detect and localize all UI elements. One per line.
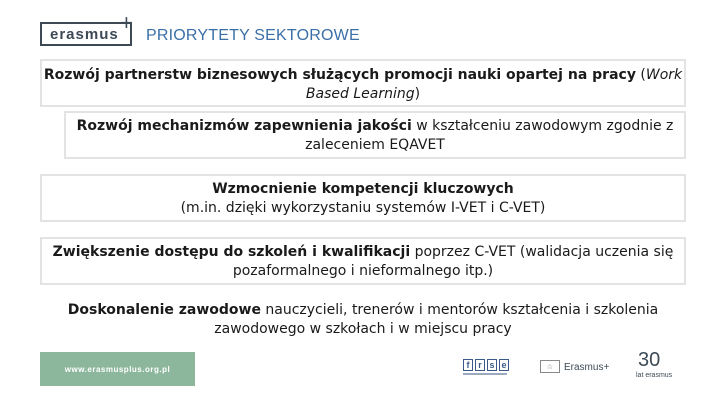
priority-box-4 [40, 237, 686, 285]
priority-4-bold: Zwiększenie dostępu do szkoleń i kwalifikacji [52, 244, 411, 260]
priority-3-normal: (m.in. dzięki wykorzystaniu systemów I-VET i C-VET) [180, 200, 546, 216]
priority-5-normal: nauczycieli, trenerów i mentorów kształcenia i szkolenia zawodowego w szkołach i w miejscu pracy [214, 302, 659, 337]
frse-letter: s [487, 359, 497, 371]
priority-box-5 [40, 300, 686, 348]
priority-box-3 [40, 174, 686, 222]
priority-1-bold: Rozwój partnerstw biznesowych służących promocji nauki opartej na pracy [43, 67, 636, 83]
anniversary-number: 30 [638, 349, 661, 371]
priority-3-bold: Wzmocnienie kompetencji kluczowych [212, 181, 514, 197]
priority-2-normal: w kształceniu zawodowym zgodnie z zaleceniem EQAVET [305, 118, 674, 153]
priority-1-tail: ) [414, 86, 421, 102]
priority-4-normal: poprzez C-VET (walidacja uczenia się pozaformalnego i nieformalnego itp.) [232, 244, 674, 279]
priority-5-bold: Doskonalenie zawodowe [67, 302, 261, 318]
frse-letter: e [499, 359, 509, 371]
anniversary-text: lat erasmus [636, 372, 673, 379]
footer-url-link[interactable]: www.erasmusplus.org.pl [40, 352, 195, 386]
frse-letter: f [463, 359, 473, 371]
erasmus-logo [40, 22, 132, 46]
priority-box-2 [64, 111, 686, 159]
erasmus-plus-logo: Erasmus+ [564, 362, 610, 373]
frse-letter: r [475, 359, 485, 371]
frse-underline [463, 373, 507, 375]
priority-box-1 [40, 59, 686, 107]
priority-2-bold: Rozwój mechanizmów zapewnienia jakości [76, 118, 412, 134]
frse-logo [463, 359, 509, 371]
priority-1-normal: ( [635, 67, 646, 83]
page-title: PRIORYTETY SEKTOROWE [146, 27, 360, 44]
eu-flag-icon: ☆ [540, 360, 560, 373]
logo-text: erasmus [50, 25, 119, 43]
priority-1-italic: Work Based Learning [305, 67, 683, 102]
logo-plus-icon: + [120, 10, 133, 35]
